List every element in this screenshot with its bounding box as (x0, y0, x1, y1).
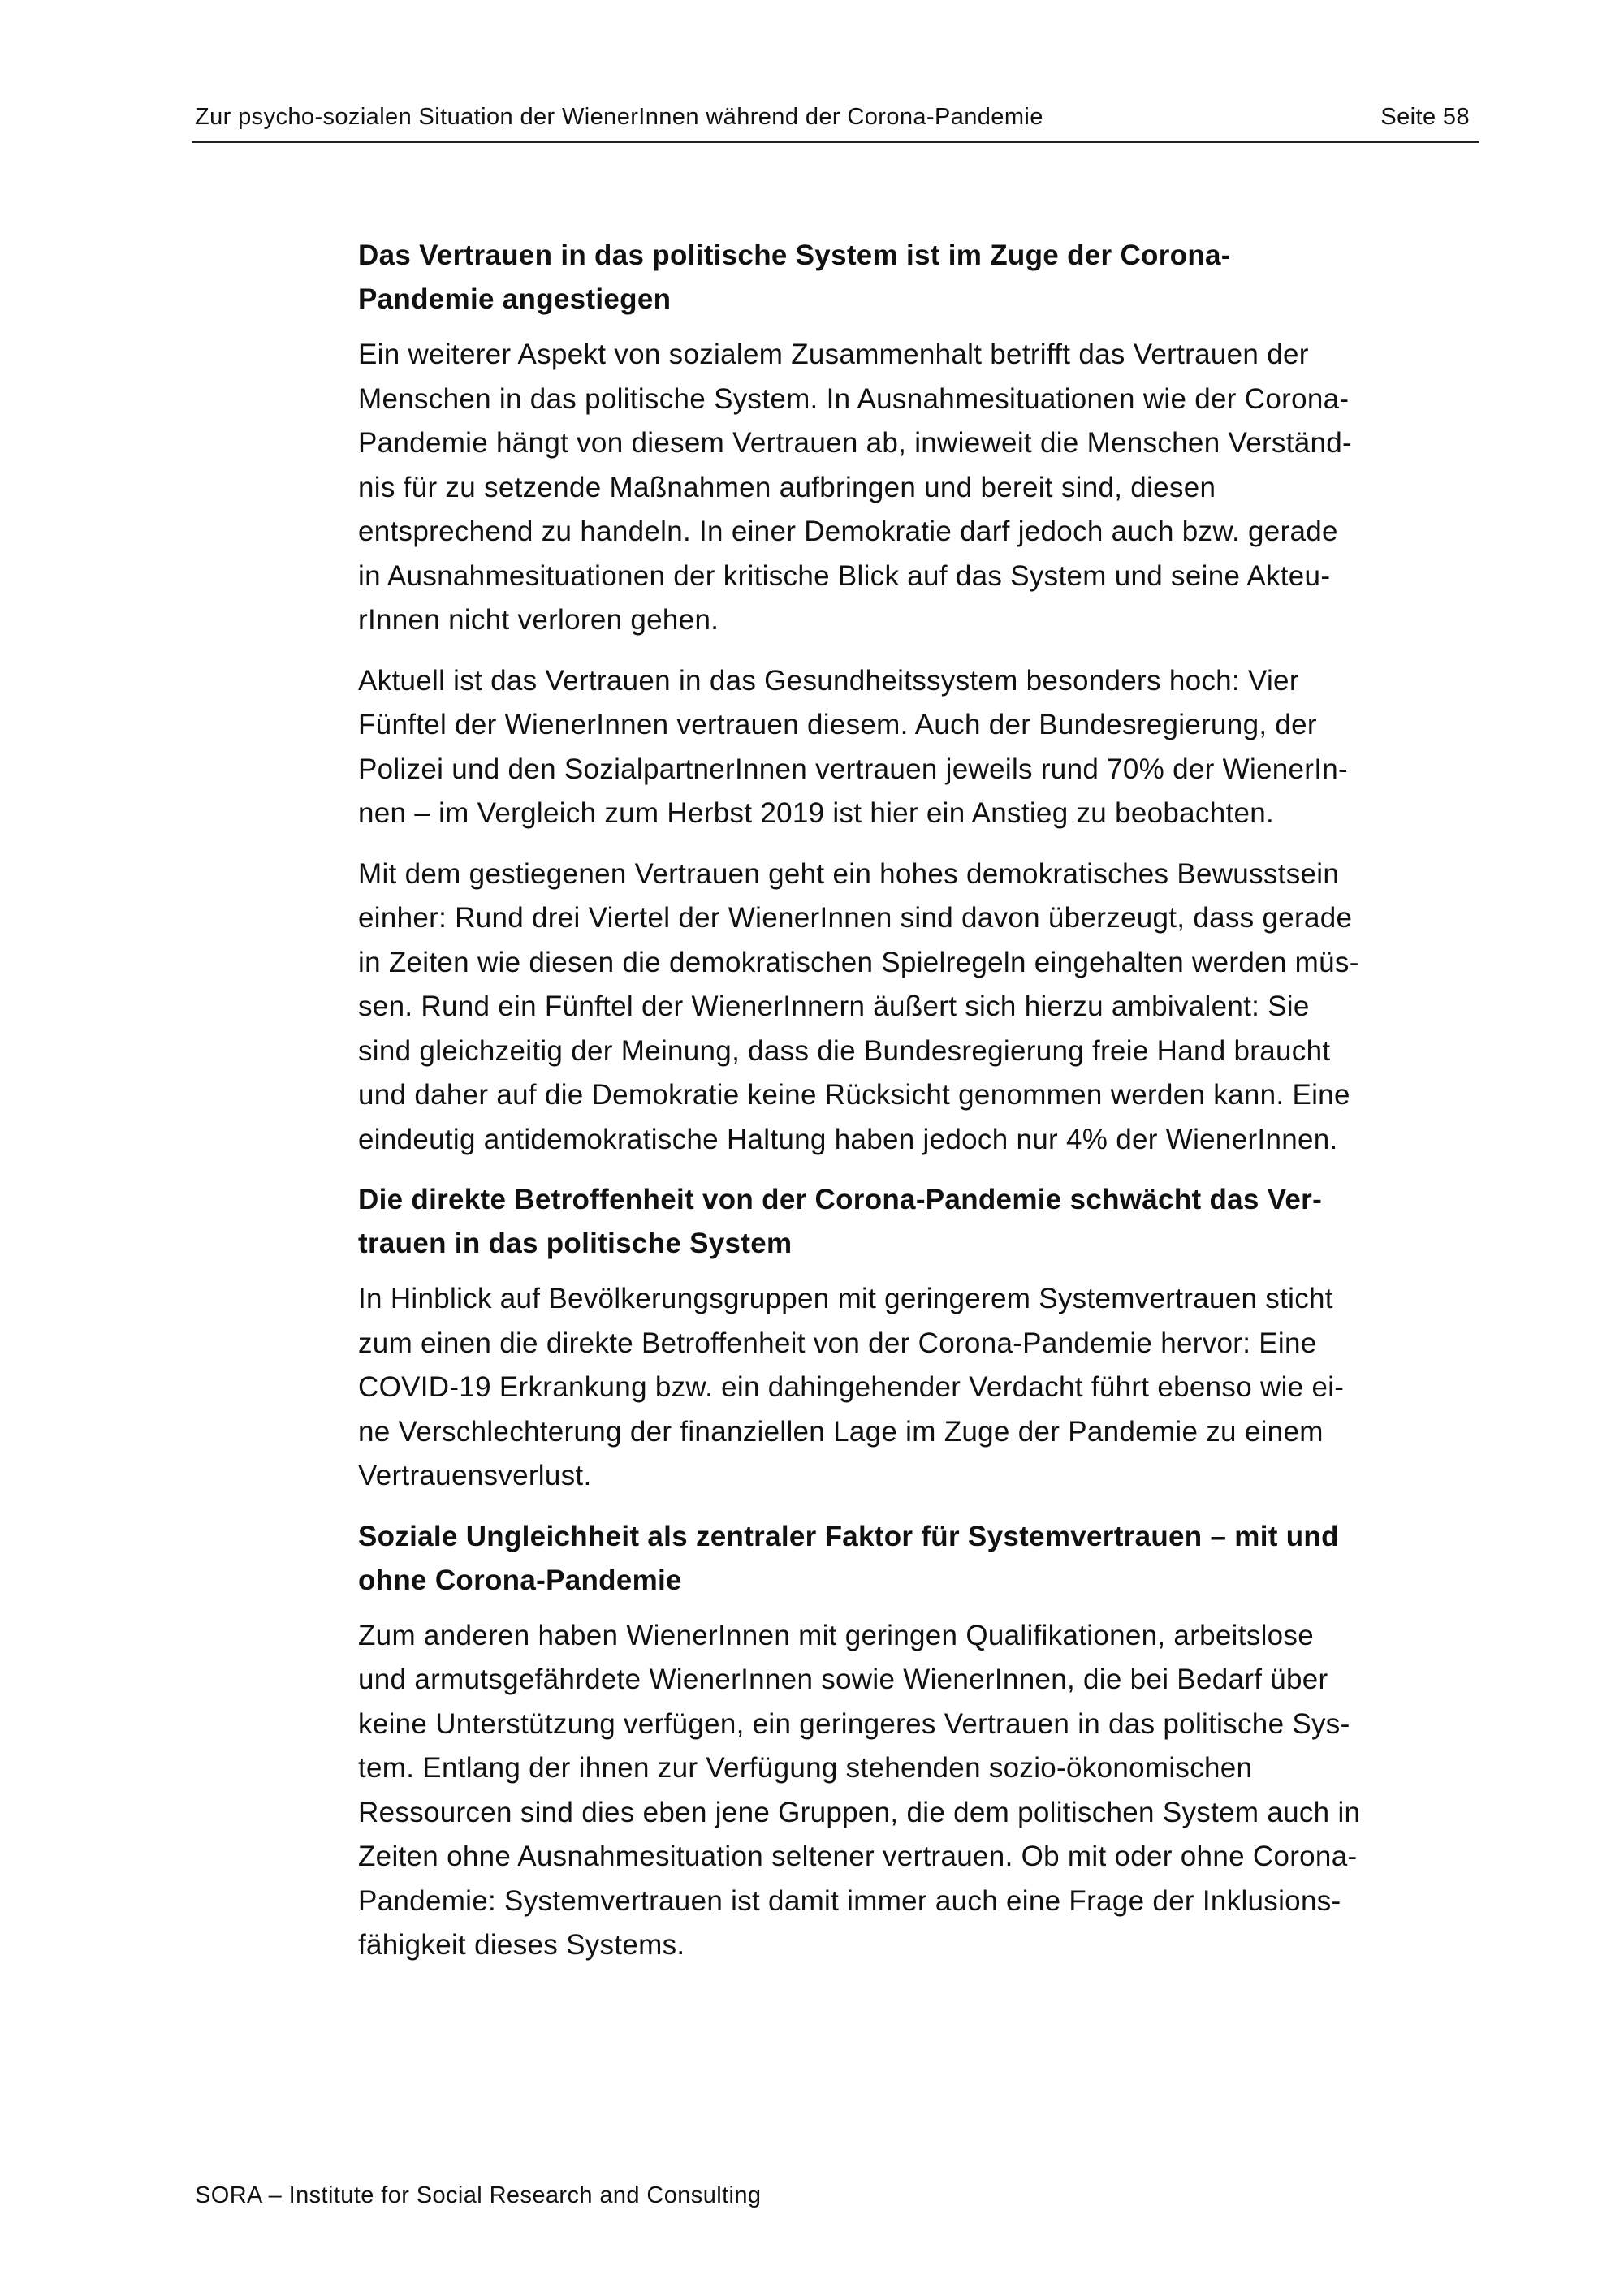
paragraph (358, 1614, 1475, 1968)
text-line: COVID-19 Erkrankung bzw. ein dahingehender Verdacht führt ebenso wie ei- (358, 1371, 1345, 1403)
text-line: Ressourcen sind dies eben jene Gruppen, die dem politischen System auch in (358, 1796, 1361, 1828)
text-line: entsprechend zu handeln. In einer Demokratie darf jedoch auch bzw. gerade (358, 516, 1338, 547)
text-line: in Zeiten wie diesen die demokratischen Spielregeln eingehalten werden müs- (358, 946, 1359, 978)
text-line: Fünftel der WienerInnen vertrauen diesem. Auch der Bundesregierung, der (358, 709, 1317, 740)
text-line: Menschen in das politische System. In Ausnahmesituationen wie der Corona- (358, 382, 1350, 415)
text-line: In Hinblick auf Bevölkerungsgruppen mit geringerem Systemvertrauen sticht (358, 1283, 1333, 1314)
text-line: nis für zu setzende Maßnahmen aufbringen und bereit sind, diesen (358, 471, 1216, 503)
text-line: und daher auf die Demokratie keine Rücksicht genommen werden kann. Eine (358, 1079, 1350, 1111)
text-line: eindeutig antidemokratische Haltung haben jedoch nur 4% der WienerInnen. (358, 1123, 1338, 1155)
text-line: rInnen nicht verloren gehen. (358, 604, 719, 636)
text-line: Mit dem gestiegenen Vertrauen geht ein hohes demokratisches Bewusstsein (358, 857, 1340, 890)
text-line: sind gleichzeitig der Meinung, dass die Bundesregierung freie Hand braucht (358, 1034, 1331, 1067)
text-line: zum einen die direkte Betroffenheit von der Corona-Pandemie hervor: Eine (358, 1327, 1317, 1359)
text-line: und armutsgefährdete WienerInnen sowie WienerInnen, die bei Bedarf über (358, 1664, 1328, 1695)
heading-line: ohne Corona-Pandemie (358, 1564, 682, 1596)
text-line: ne Verschlechterung der finanziellen Lage im Zuge der Pandemie zu einem (358, 1415, 1324, 1448)
text-line: fähigkeit dieses Systems. (358, 1929, 685, 1961)
heading-line: Pandemie angestiegen (358, 283, 672, 315)
heading-line: Die direkte Betroffenheit von der Corona-Pandemie schwächt das Ver- (358, 1184, 1323, 1215)
text-line: einher: Rund drei Viertel der WienerInnen sind davon überzeugt, dass gerade (358, 902, 1353, 934)
section-heading (358, 1178, 1475, 1266)
text-line: Pandemie hängt von diesem Vertrauen ab, inwieweit die Menschen Verständ- (358, 427, 1352, 459)
document-body (358, 234, 1475, 1984)
paragraph (358, 333, 1475, 643)
text-line: sen. Rund ein Fünftel der WienerInnern äußert sich hierzu ambivalent: Sie (358, 990, 1310, 1022)
heading-line: trauen in das politische System (358, 1228, 793, 1259)
text-line: tem. Entlang der ihnen zur Verfügung stehenden sozio-ökonomischen (358, 1752, 1253, 1784)
text-line: Zum anderen haben WienerInnen mit geringen Qualifikationen, arbeitslose (358, 1619, 1314, 1651)
text-line: Polizei und den SozialpartnerInnen vertrauen jeweils rund 70% der WienerIn- (358, 753, 1349, 785)
page-header (192, 102, 1479, 143)
section-heading (358, 1515, 1475, 1603)
section-heading (358, 234, 1475, 322)
paragraph (358, 852, 1475, 1163)
text-line: Vertrauensverlust. (358, 1460, 592, 1491)
text-line: Zeiten ohne Ausnahmesituation seltener vertrauen. Ob mit oder ohne Corona- (358, 1841, 1358, 1872)
text-line: in Ausnahmesituationen der kritische Blick auf das System und seine Akteu- (358, 559, 1331, 592)
page-footer: SORA – Institute for Social Research and Consulting (195, 2182, 762, 2208)
paragraph (358, 659, 1475, 836)
heading-line: Soziale Ungleichheit als zentraler Faktor für Systemvertrauen – mit und (358, 1520, 1339, 1552)
text-line: Pandemie: Systemvertrauen ist damit immer auch eine Frage der Inklusions- (358, 1884, 1341, 1917)
heading-line: Das Vertrauen in das politische System ist im Zuge der Corona- (358, 240, 1231, 271)
text-line: keine Unterstützung verfügen, ein geringeres Vertrauen in das politische Sys- (358, 1707, 1350, 1740)
header-title: Zur psycho-sozialen Situation der WienerInnen während der Corona-Pandemie (195, 104, 1043, 130)
text-line: Ein weiterer Aspekt von sozialem Zusammenhalt betrifft das Vertrauen der (358, 339, 1309, 370)
page-number: Seite 58 (1380, 104, 1470, 130)
text-line: Aktuell ist das Vertrauen in das Gesundheitssystem besonders hoch: Vier (358, 664, 1299, 697)
paragraph (358, 1277, 1475, 1499)
text-line: nen – im Vergleich zum Herbst 2019 ist hier ein Anstieg zu beobachten. (358, 797, 1275, 829)
